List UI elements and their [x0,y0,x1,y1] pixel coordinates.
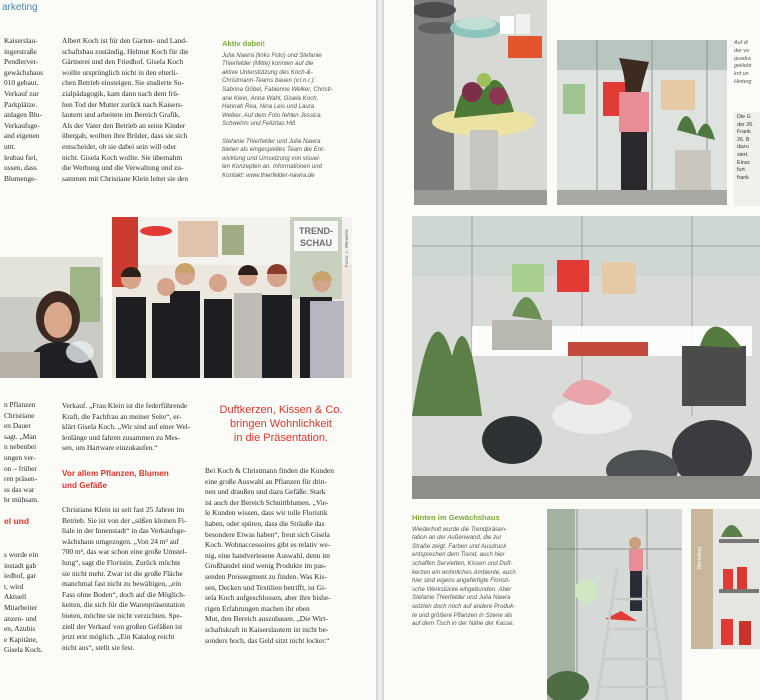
text-line: eine große Auswahl an Pflanzen für drin- [205,476,327,486]
text-line: t, wird [4,581,24,591]
text-line: Mitarbeiter [4,602,38,612]
text-line: in die Präsentation. [233,432,329,445]
text-line: ane Klein, Anna Wahl, Gisela Koch, [222,94,319,102]
text-line: hier sind eigens angefertigte Floristi- [412,577,511,585]
text-line: 26. B [737,136,750,143]
text-line: bringen Wohnlichkeit [230,418,332,431]
text-line: die Werbung und die Verwaltung und zu- [62,163,184,173]
text-line: chen Betrieb einsteigen. Sie studierte So- [62,78,184,88]
text-line: en, Azubis [4,624,36,634]
column-1-top [4,36,48,184]
text-line: liale in der Innenstadt“ in das Verkaufsge- [62,526,187,536]
text-line: anlagen Blu- [4,110,42,120]
text-line: lautern und arbeitete im Bereich Grafik. [62,110,181,120]
text-line: ist auch der Bereich Schnittblumen. „Vie- [205,497,329,507]
text-line: Verkauf. „Frau Klein ist die federführende [62,401,188,410]
text-line: sela Koch aufgeschlossen, aber ihre bishe- [205,593,331,603]
text-line: te und größere Pflanzen in Szene als [412,611,513,619]
photo-plant-table [414,0,547,205]
text-line: und Gefäße [62,481,108,490]
text-line: 700 m², das war schon eine große Umstel- [62,547,187,557]
caption-top-right [734,40,760,87]
text-line: Verkaufsge- [4,120,40,130]
photo-wall-decoration-graphic [557,40,727,205]
column-1-bottom [4,550,48,656]
column-1-heading [4,516,48,527]
photo-plant-table-graphic [414,0,547,205]
column-1-middle [4,400,48,506]
text-line: lung“, sagt die Floristin. Zurück möchte [62,557,181,567]
text-line: Bei Koch & Christmann finden die Kunden [205,466,334,475]
text-line: bieten als eingespieltes Team die Ent- [222,146,325,154]
text-line: e Kapitäne, [4,634,38,644]
text-line: wächshaus umgezogen. „Von 24 m² auf [62,536,180,546]
text-line: kerzen ein wohnliches Ambiente, auch [412,568,516,576]
text-line: jetzt erst möglich. „Ein Katalog reicht [62,632,175,642]
text-line: 010 gebaut. [4,78,39,88]
left-page [0,0,376,700]
sign-line-2: SCHAU [299,238,333,248]
text-line: sie nicht mehr. Zwar ist die große Fläche [62,568,183,578]
text-line: manchmal fast nicht zu bewältigen, „ein [62,579,182,589]
text-line: Vor allem Pflanzen, Blumen [62,469,169,478]
text-line: Wiederholt wurde die Trendpräsen- [412,525,508,533]
aktiv-dabei-heading: Aktiv dabei! [222,39,266,48]
text-line: aktive Unterstützung des Koch-&- [222,68,313,76]
text-line: sonders hoch, das Geld sitzt nicht locker.“ [205,635,330,645]
text-line: der vo [734,47,749,54]
text-line: auf dem Tisch in der Nähe der Kasse. [412,620,515,628]
text-line: sen, Decken und Textilien betrifft, ist Gi- [205,582,327,592]
text-line: bieten, möchte sie nicht verzichten. Spe- [62,610,183,620]
text-line: Albert Koch ist für den Garten- und Land- [62,36,188,45]
photo-team [112,217,352,378]
photo-shelf-red-pots [691,509,760,649]
photo-florist-portrait [0,257,103,378]
text-line: Duftkerzen, Kissen & Co. [219,404,343,416]
column-3 [205,466,339,646]
text-line: len Konzepten an. Informationen und [222,163,322,171]
text-line: anzen- und [4,613,37,623]
text-line: wollte ursprünglich nicht in den elterli- [62,67,178,77]
text-line: ss das war [4,484,35,494]
text-line: s wurde ein [4,550,39,559]
photo-team-graphic [112,217,352,378]
text-line: schaftskraft in Kaiserslautern ist nicht be- [205,624,329,634]
text-line: n nebenbei [4,442,37,452]
text-line: lenlänge und fahren zusammen zu Mes- [62,432,181,442]
photo-ladder-woman [547,509,682,700]
vertical-tag: Marketing [697,547,703,569]
text-line: geklebt [734,63,752,70]
text-line: Großhandel sind wenig Produkte im pas- [205,561,327,571]
text-line: dazu [737,144,749,151]
photo-ladder-graphic [547,509,682,700]
column-2-middle [62,401,190,454]
text-line: ungen ver- [4,452,36,462]
text-line: Kraft, die Fachfrau an meiner Seite“, er- [62,411,182,421]
text-line: Gisela Koch. [4,645,43,655]
gutter [376,0,384,700]
text-line: nicht aus“, stellt sie fest. [62,642,135,652]
text-line: iedhof, gar [4,571,37,581]
text-line: le Kunden wissen, dass wir tolle Floristik [205,508,328,518]
text-line: entsprechen dem Trend, auch hier [412,551,505,559]
text-line: ren präsen- [4,474,38,484]
column-2-top [62,36,190,184]
text-line: quadra [734,55,751,62]
text-line: on – früher [4,463,37,473]
text-line: nig, eine handverlesene Auswahl, denn im [205,550,330,560]
text-line: Die G [737,114,751,120]
text-line: sagt. „Man [4,431,37,441]
hinten-caption [412,514,516,629]
section-header: arketing [2,2,38,13]
subheading-pflanzen [62,468,192,492]
text-line: and eigenen [4,131,40,141]
text-line: Stefanie Thierfelder und Julia Nawra [222,137,321,145]
text-line: besondere Etwas haben“, freut sich Gisela [205,529,330,539]
text-line: ingerstraße [4,46,37,56]
text-line: rigen Erfahrungen machen ihr eben [205,603,310,613]
text-line: ussen, dass [4,163,37,173]
text-line: Pendlerver- [4,57,39,67]
pull-quote [206,403,356,446]
text-line: entscheidet, ob sie dabei sein will oder [62,141,177,151]
text-line: übergab, wollten ihre Brüder, dass sie sich [62,131,188,141]
text-line: Christiane Klein ist seit fast 25 Jahren im [62,505,185,514]
text-line: Aktuell [4,592,27,602]
sign-line-1: TREND- [299,226,333,236]
text-line: Frank [737,129,751,136]
column-2-bottom [62,505,190,653]
text-line: Koch. Wohnaccessoires gibt es relativ we- [205,540,331,550]
text-line: Auf di [734,40,748,46]
photo-shelf-graphic [691,509,760,649]
photo-greenhouse-display [412,216,760,499]
photo-wall-decoration [557,40,727,205]
text-line: senden Preissegment zu finden. Was Kis- [205,571,328,581]
text-line: nen und draußen und dazu Gefäße. Stark [205,487,326,497]
text-line: hr mühsam. [4,495,39,505]
aktiv-dabei-text [222,52,333,181]
text-line: Kaiserslau- [4,36,38,45]
info-box-top-right [734,112,760,206]
text-line: sammen mit Christiane Klein leitet sie den [62,173,189,183]
text-line: Parkplätze. [4,99,38,109]
aktiv-dabei-caption [222,40,333,181]
text-line: siert. [737,151,749,158]
text-line: gewächshaus [4,67,43,77]
text-line: Welker. Auf dem Foto fehlen Jessica [222,111,321,119]
text-line: Hinterg [734,78,752,85]
photo-florist-portrait-graphic [0,257,103,378]
right-page [384,0,760,700]
text-line: Betrieb. Sie ist von der „süßen kleinen Fi- [62,515,187,525]
text-line: keiten, die sich für die Warenpräsentation [62,600,185,610]
text-line: leubau fiel, [4,152,38,162]
text-line: wicklung und Umsetzung von visuel- [222,154,321,162]
text-line: Fass ohne Boden“, doch auf die Möglich- [62,589,186,599]
photo-greenhouse-graphic [412,216,760,499]
text-line: krit un [734,71,749,78]
text-line: Mut, den Bereich auszubauen. „Die Wirt- [205,614,328,624]
text-line: Sabrina Göbel, Fabienne Welker, Christi- [222,85,333,93]
text-line: nicht. Gisela Koch wollte. Sie übernahm [62,152,183,162]
text-line: el und [4,516,30,526]
text-line: sen, um Hartware einzukaufen.“ [62,443,158,453]
text-line: Blumenge- [4,173,37,183]
hinten-text [412,526,516,629]
text-line: Christmann-Teams bauen (v.l.n.r.): [222,77,316,85]
text-line: n Pflanzen [4,400,36,409]
text-line: Schwehm und Felizitas Hill. [222,120,297,128]
text-line: en Dauer [4,421,31,431]
text-line: zialpädagogik, kam dann nach dem frü- [62,88,180,98]
text-line: uttt. [4,141,16,151]
text-line: ziell der Verkauf von großen Gefäßen ist [62,621,183,631]
text-line: schaftsbau zuständig, Helmut Koch für die [62,46,189,56]
text-line: sche Werkstücke eingebunden. Aber [412,585,512,593]
text-line: hen Tod der Mutter zurück nach Kaisers- [62,99,184,109]
text-line: Stefanie Thierfelder und Julia Nawra [412,594,511,602]
text-line: Einsc [737,159,751,166]
text-line: frank [737,174,749,181]
hinten-heading: Hinten im Gewächshaus [412,513,500,522]
text-line: Thierfelder (Mitte) konnten auf die [222,60,314,68]
text-line: Hannah Rea, Nina Leis und Laura [222,103,315,111]
text-line: Julia Nawra (links Foto) und Stefanie [222,51,322,59]
text-line [222,129,333,138]
photo-credit: Fotos: L. Wennertz [344,229,349,267]
text-line: Als der Vater den Betrieb an seine Kinder [62,120,186,130]
text-line: Kontakt: www.thierfelder-nawra.de [222,171,315,179]
text-line: Christiane [4,410,35,420]
text-line: haben, oder spüren, dass die Sträuße das [205,518,325,528]
text-line: klärt Gisela Koch. „Wir sind auf einer Wel- [62,422,190,432]
text-line: tation an der Außenwand, die zur [412,534,502,542]
text-line: schaffen Servietten, Kissen und Duft- [412,559,513,567]
text-line: furt. [737,167,747,174]
text-line: Straße zeigt. Farben und Ausdruck [412,542,507,550]
text-line: instadt gab [4,560,37,570]
text-line: der 26. [737,121,754,128]
text-line: Verkauf zur [4,88,39,98]
text-line: Gärtnerei und den Friedhof. Gisela Koch [62,57,184,67]
text-line: setzten doch noch auf andere Produk- [412,602,516,610]
